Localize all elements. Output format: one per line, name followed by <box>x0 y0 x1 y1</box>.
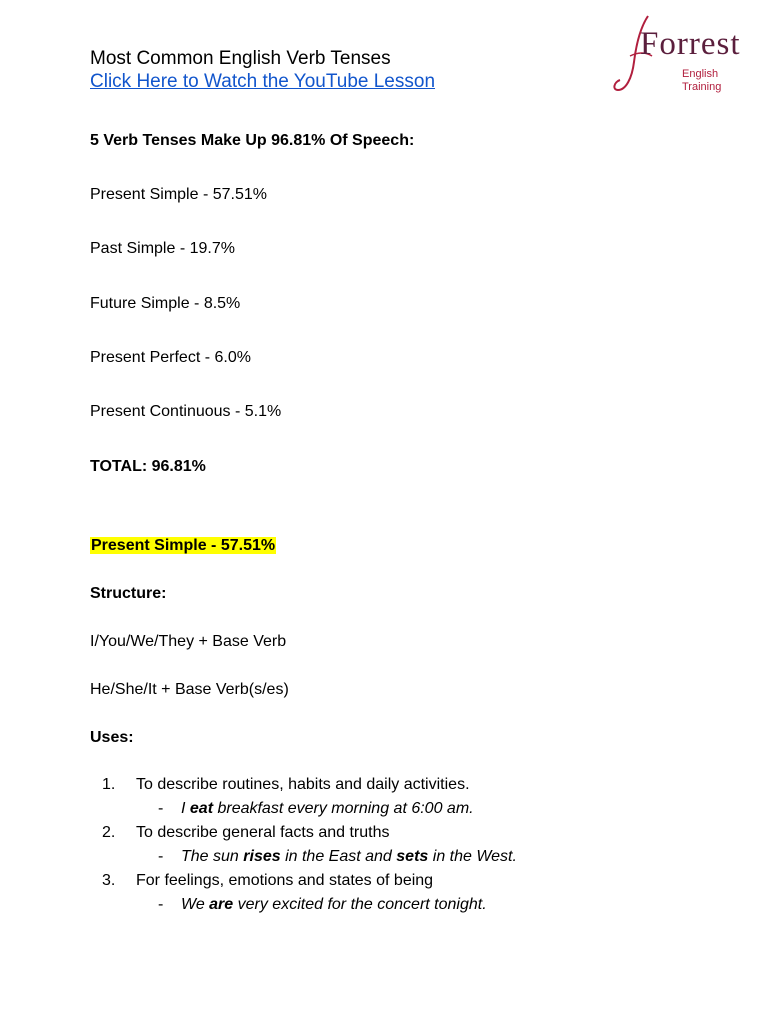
example-text: breakfast every morning at 6:00 am. <box>213 800 474 817</box>
summary-item: Future Simple - 8.5% <box>90 295 241 312</box>
example-text: We <box>181 896 210 913</box>
forrest-logo <box>612 12 760 94</box>
use-example <box>181 895 487 915</box>
logo-wordmark <box>640 26 741 62</box>
use-number: 2. <box>102 824 116 841</box>
example-emphasis: sets <box>396 848 429 865</box>
summary-item: Present Simple - 57.51% <box>90 186 267 203</box>
example-text: very excited for the concert tonight. <box>233 896 487 913</box>
summary-heading: 5 Verb Tenses Make Up 96.81% Of Speech: <box>90 132 415 149</box>
logo-subtitle: English Training <box>682 68 722 93</box>
example-text: in the East and <box>280 848 397 865</box>
summary-item: Present Perfect - 6.0% <box>90 349 251 366</box>
document-title: Most Common English Verb Tenses <box>90 48 391 69</box>
use-text: To describe general facts and truths <box>136 824 390 841</box>
logo-wordmark-rest: orrest <box>659 26 741 62</box>
use-example <box>181 847 517 867</box>
section-heading <box>90 536 276 556</box>
example-text: in the West. <box>428 848 517 865</box>
example-emphasis: are <box>209 896 234 913</box>
use-number: 1. <box>102 776 116 793</box>
uses-label: Uses: <box>90 729 134 746</box>
example-dash: - <box>158 896 164 913</box>
logo-wordmark-initial: F <box>640 26 660 62</box>
summary-item: Present Continuous - 5.1% <box>90 403 282 420</box>
summary-total: TOTAL: 96.81% <box>90 458 206 475</box>
structure-line: I/You/We/They + Base Verb <box>90 633 287 650</box>
example-text: I <box>181 800 190 817</box>
example-dash: - <box>158 848 164 865</box>
youtube-lesson-link[interactable]: Click Here to Watch the YouTube Lesson <box>90 71 436 92</box>
example-emphasis: rises <box>243 848 281 865</box>
use-text: To describe routines, habits and daily activities. <box>136 776 470 793</box>
section-heading-highlight: Present Simple - 57.51% <box>91 537 276 554</box>
example-emphasis: eat <box>189 800 214 817</box>
structure-line: He/She/It + Base Verb(s/es) <box>90 681 289 698</box>
example-text: The sun <box>181 848 244 865</box>
use-text: For feelings, emotions and states of being <box>136 872 434 889</box>
use-example <box>181 799 474 819</box>
structure-label: Structure: <box>90 585 167 602</box>
example-dash: - <box>158 800 164 817</box>
use-number: 3. <box>102 872 116 889</box>
summary-item: Past Simple - 19.7% <box>90 240 235 257</box>
